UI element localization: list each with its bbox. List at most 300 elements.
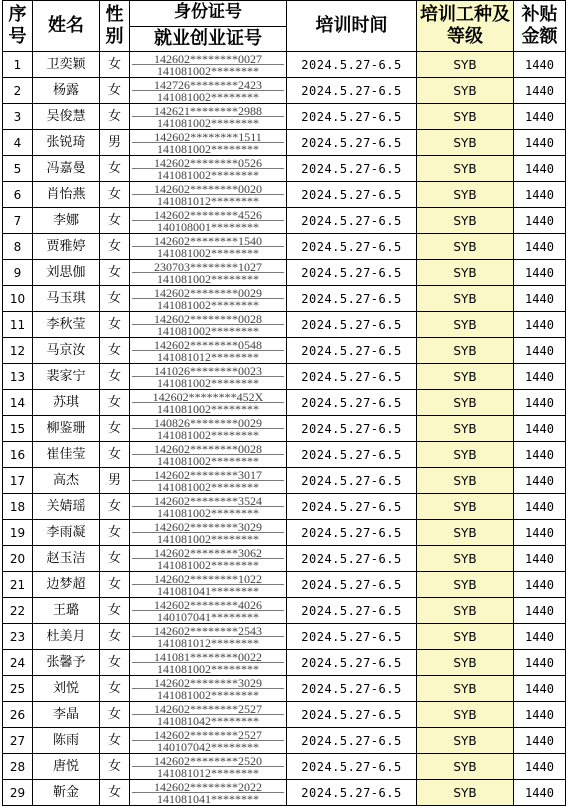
table-row <box>3 520 566 546</box>
cell-name[interactable] <box>33 182 100 208</box>
cell-name[interactable] <box>33 494 100 520</box>
cell-cert-number: 141081002******** <box>157 401 259 416</box>
cell-no-text: 4 <box>13 135 22 150</box>
cell-id-number: 142602********0548 <box>132 339 284 351</box>
cell-amount[interactable] <box>514 260 566 286</box>
cell-id-cert[interactable] <box>130 572 287 598</box>
cell-name-text: 张锐琦 <box>46 135 86 150</box>
cell-amount[interactable] <box>514 702 566 728</box>
cell-sex-text: 女 <box>107 83 121 98</box>
cell-training-time-text: 2024.5.27-6.5 <box>301 473 402 488</box>
header-training-type[interactable]: 培训工种及等级 <box>417 1 514 52</box>
cell-id-cert[interactable] <box>130 52 287 78</box>
cell-name[interactable] <box>33 390 100 416</box>
cell-name[interactable] <box>33 624 100 650</box>
cell-name[interactable] <box>33 780 100 806</box>
cell-sex-text: 男 <box>107 473 121 488</box>
cell-name[interactable] <box>33 312 100 338</box>
cell-name[interactable] <box>33 130 100 156</box>
cell-id-number: 141081********0022 <box>132 651 284 663</box>
cell-name[interactable] <box>33 156 100 182</box>
cell-id-cert[interactable] <box>130 390 287 416</box>
cell-training-type[interactable] <box>417 338 514 364</box>
cell-amount[interactable] <box>514 546 566 572</box>
cell-no-text: 3 <box>13 109 22 124</box>
cell-training-time[interactable] <box>287 130 417 156</box>
cell-sex[interactable] <box>100 572 130 598</box>
cell-sex[interactable] <box>100 624 130 650</box>
cell-name[interactable] <box>33 598 100 624</box>
cell-cert-number: 141081042******** <box>157 713 259 728</box>
table-row <box>3 780 566 806</box>
cell-id-cert[interactable] <box>130 520 287 546</box>
cell-id-cert[interactable] <box>130 702 287 728</box>
cell-id-number: 142602********1022 <box>132 573 284 585</box>
cell-sex-text: 女 <box>107 577 121 592</box>
cell-name-text: 刘思伽 <box>46 265 86 280</box>
cell-cert-number: 141081002******** <box>157 557 259 572</box>
cell-no[interactable] <box>3 468 33 494</box>
cell-training-time-text: 2024.5.27-6.5 <box>301 681 402 696</box>
table-row <box>3 78 566 104</box>
cell-id-cert[interactable] <box>130 312 287 338</box>
cell-training-time[interactable] <box>287 286 417 312</box>
cell-name[interactable] <box>33 546 100 572</box>
cell-training-time[interactable] <box>287 702 417 728</box>
cell-name[interactable] <box>33 468 100 494</box>
cell-training-time[interactable] <box>287 754 417 780</box>
cell-amount[interactable] <box>514 676 566 702</box>
cell-name-text: 靳金 <box>52 785 79 800</box>
cell-amount[interactable] <box>514 312 566 338</box>
table-row <box>3 364 566 390</box>
cell-sex-text: 女 <box>107 499 121 514</box>
cell-amount[interactable] <box>514 598 566 624</box>
cell-amount[interactable] <box>514 416 566 442</box>
cell-no[interactable] <box>3 312 33 338</box>
cell-training-type[interactable] <box>417 494 514 520</box>
cell-no-text: 13 <box>9 369 26 384</box>
cell-training-type-text: SYB <box>453 317 477 332</box>
cell-training-type[interactable] <box>417 312 514 338</box>
cell-training-time[interactable] <box>287 676 417 702</box>
cell-id-number: 142602********4026 <box>132 599 284 611</box>
cell-cert-number: 141081041******** <box>157 791 259 806</box>
table-row <box>3 650 566 676</box>
cell-name[interactable] <box>33 650 100 676</box>
cell-id-cert[interactable] <box>130 78 287 104</box>
cell-id-cert[interactable] <box>130 468 287 494</box>
cell-id-number: 142602********0020 <box>132 183 284 195</box>
cell-sex[interactable] <box>100 520 130 546</box>
cell-sex[interactable] <box>100 546 130 572</box>
cell-training-time[interactable] <box>287 728 417 754</box>
cell-sex[interactable] <box>100 130 130 156</box>
cell-sex-text: 男 <box>107 135 121 150</box>
cell-training-type[interactable] <box>417 676 514 702</box>
cell-id-cert[interactable] <box>130 546 287 572</box>
cell-sex[interactable] <box>100 728 130 754</box>
cell-id-cert[interactable] <box>130 754 287 780</box>
cell-training-type[interactable] <box>417 572 514 598</box>
cell-id-number: 142621********2988 <box>132 105 284 117</box>
cell-no[interactable] <box>3 208 33 234</box>
header-no[interactable]: 序号 <box>3 1 33 52</box>
cell-id-cert[interactable] <box>130 416 287 442</box>
cell-name[interactable] <box>33 260 100 286</box>
cell-no[interactable] <box>3 520 33 546</box>
cell-id-cert[interactable] <box>130 364 287 390</box>
cell-id-cert[interactable] <box>130 130 287 156</box>
header-amount[interactable]: 补贴金额 <box>514 1 566 52</box>
cell-no[interactable] <box>3 416 33 442</box>
cell-no-text: 2 <box>13 83 22 98</box>
cell-training-time[interactable] <box>287 598 417 624</box>
cell-sex-text: 女 <box>107 187 121 202</box>
cell-sex[interactable] <box>100 156 130 182</box>
cell-id-cert[interactable] <box>130 624 287 650</box>
cell-no[interactable] <box>3 260 33 286</box>
cell-name-text: 李娜 <box>52 213 79 228</box>
cell-name-text: 陈雨 <box>52 733 79 748</box>
cell-sex-text: 女 <box>107 525 121 540</box>
cell-amount[interactable] <box>514 130 566 156</box>
cell-sex[interactable] <box>100 676 130 702</box>
cell-training-time-text: 2024.5.27-6.5 <box>301 109 402 124</box>
cell-amount[interactable] <box>514 442 566 468</box>
cell-amount[interactable] <box>514 468 566 494</box>
cell-no[interactable] <box>3 390 33 416</box>
table-row <box>3 260 566 286</box>
cell-id-cert[interactable] <box>130 650 287 676</box>
cell-training-type[interactable] <box>417 286 514 312</box>
cell-name[interactable] <box>33 364 100 390</box>
cell-amount[interactable] <box>514 78 566 104</box>
cell-no[interactable] <box>3 286 33 312</box>
cell-no[interactable] <box>3 156 33 182</box>
cell-sex[interactable] <box>100 442 130 468</box>
cell-training-time-text: 2024.5.27-6.5 <box>301 395 402 410</box>
cell-cert-number: 141081002******** <box>157 115 259 130</box>
cell-training-time[interactable] <box>287 234 417 260</box>
table-row <box>3 338 566 364</box>
cell-training-type[interactable] <box>417 416 514 442</box>
cell-sex[interactable] <box>100 754 130 780</box>
cell-training-time[interactable] <box>287 312 417 338</box>
cell-training-type[interactable] <box>417 598 514 624</box>
cell-training-time[interactable] <box>287 546 417 572</box>
cell-name[interactable] <box>33 754 100 780</box>
cell-training-type[interactable] <box>417 728 514 754</box>
header-cert-label: 就业创业证号 <box>154 27 262 49</box>
cell-sex-text: 女 <box>107 421 121 436</box>
table-row <box>3 572 566 598</box>
cell-no[interactable] <box>3 494 33 520</box>
cell-training-type-text: SYB <box>453 343 477 358</box>
cell-id-cert[interactable] <box>130 338 287 364</box>
cell-sex-text: 女 <box>107 551 121 566</box>
cell-sex[interactable] <box>100 780 130 806</box>
cell-no[interactable] <box>3 338 33 364</box>
cell-no-text: 16 <box>9 447 26 462</box>
table-row <box>3 416 566 442</box>
cell-sex[interactable] <box>100 702 130 728</box>
cell-training-time-text: 2024.5.27-6.5 <box>301 525 402 540</box>
cell-training-type[interactable] <box>417 442 514 468</box>
cell-training-type[interactable] <box>417 52 514 78</box>
cell-training-time[interactable] <box>287 390 417 416</box>
cell-training-type[interactable] <box>417 208 514 234</box>
cell-sex[interactable] <box>100 338 130 364</box>
cell-no[interactable] <box>3 364 33 390</box>
cell-sex-text: 女 <box>107 265 121 280</box>
cell-sex[interactable] <box>100 494 130 520</box>
cell-no[interactable] <box>3 572 33 598</box>
cell-training-time-text: 2024.5.27-6.5 <box>301 733 402 748</box>
cell-amount[interactable] <box>514 156 566 182</box>
cell-training-time-text: 2024.5.27-6.5 <box>301 265 402 280</box>
cell-training-type[interactable] <box>417 234 514 260</box>
cell-training-time[interactable] <box>287 572 417 598</box>
cell-training-type[interactable] <box>417 156 514 182</box>
cell-training-type[interactable] <box>417 702 514 728</box>
cell-sex[interactable] <box>100 312 130 338</box>
cell-id-cert[interactable] <box>130 156 287 182</box>
cell-training-time[interactable] <box>287 364 417 390</box>
cell-name[interactable] <box>33 104 100 130</box>
header-sex[interactable]: 性别 <box>100 1 130 52</box>
header-name[interactable]: 姓名 <box>33 1 100 52</box>
cell-id-number: 140826********0029 <box>132 417 284 429</box>
cell-name-text: 吴俊慧 <box>46 109 86 124</box>
cell-amount-text: 1440 <box>525 213 554 228</box>
cell-sex[interactable] <box>100 468 130 494</box>
cell-id-number: 142602********0526 <box>132 157 284 169</box>
cell-name[interactable] <box>33 728 100 754</box>
cell-training-time-text: 2024.5.27-6.5 <box>301 447 402 462</box>
cell-amount[interactable] <box>514 182 566 208</box>
cell-name-text: 李秋莹 <box>46 317 86 332</box>
cell-amount-text: 1440 <box>525 707 554 722</box>
cell-amount[interactable] <box>514 234 566 260</box>
cell-sex[interactable] <box>100 104 130 130</box>
cell-amount[interactable] <box>514 364 566 390</box>
cell-sex[interactable] <box>100 598 130 624</box>
cell-no[interactable] <box>3 52 33 78</box>
cell-name[interactable] <box>33 572 100 598</box>
cell-name[interactable] <box>33 208 100 234</box>
header-id-cell[interactable] <box>130 1 287 52</box>
cell-training-type[interactable] <box>417 260 514 286</box>
cell-no[interactable] <box>3 598 33 624</box>
cell-sex[interactable] <box>100 364 130 390</box>
cell-amount-text: 1440 <box>525 577 554 592</box>
cell-training-time[interactable] <box>287 208 417 234</box>
cell-sex[interactable] <box>100 390 130 416</box>
cell-training-type[interactable] <box>417 390 514 416</box>
cell-training-type-text: SYB <box>453 239 477 254</box>
cell-training-time-text: 2024.5.27-6.5 <box>301 655 402 670</box>
cell-name[interactable] <box>33 78 100 104</box>
cell-training-type[interactable] <box>417 182 514 208</box>
cell-training-time-text: 2024.5.27-6.5 <box>301 551 402 566</box>
cell-training-type[interactable] <box>417 624 514 650</box>
cell-name-text: 柳鉴珊 <box>46 421 86 436</box>
cell-id-cert[interactable] <box>130 494 287 520</box>
cell-training-type[interactable] <box>417 520 514 546</box>
cell-id-cert[interactable] <box>130 234 287 260</box>
cell-training-time[interactable] <box>287 338 417 364</box>
cell-amount-text: 1440 <box>525 317 554 332</box>
cell-no[interactable] <box>3 676 33 702</box>
cell-id-cert[interactable] <box>130 598 287 624</box>
cell-sex[interactable] <box>100 650 130 676</box>
cell-training-time[interactable] <box>287 260 417 286</box>
cell-id-cert[interactable] <box>130 676 287 702</box>
cell-amount-text: 1440 <box>525 57 554 72</box>
cell-sex[interactable] <box>100 260 130 286</box>
cell-amount[interactable] <box>514 572 566 598</box>
table-row <box>3 182 566 208</box>
cell-amount[interactable] <box>514 624 566 650</box>
cell-name[interactable] <box>33 234 100 260</box>
cell-id-cert[interactable] <box>130 728 287 754</box>
cell-no[interactable] <box>3 182 33 208</box>
cell-no[interactable] <box>3 624 33 650</box>
cell-amount-text: 1440 <box>525 265 554 280</box>
cell-sex[interactable] <box>100 208 130 234</box>
cell-cert-number: 141081002******** <box>157 687 259 702</box>
cell-training-type[interactable] <box>417 546 514 572</box>
cell-sex-text: 女 <box>107 785 121 800</box>
cell-training-type[interactable] <box>417 364 514 390</box>
cell-no[interactable] <box>3 104 33 130</box>
cell-name[interactable] <box>33 52 100 78</box>
cell-no[interactable] <box>3 702 33 728</box>
cell-no[interactable] <box>3 78 33 104</box>
cell-training-time[interactable] <box>287 468 417 494</box>
cell-sex[interactable] <box>100 286 130 312</box>
cell-amount-text: 1440 <box>525 603 554 618</box>
cell-no-text: 29 <box>9 785 26 800</box>
cell-training-time[interactable] <box>287 78 417 104</box>
cell-sex-text: 女 <box>107 655 121 670</box>
cell-sex[interactable] <box>100 416 130 442</box>
cell-name[interactable] <box>33 442 100 468</box>
table-row <box>3 494 566 520</box>
cell-training-time[interactable] <box>287 416 417 442</box>
cell-amount[interactable] <box>514 338 566 364</box>
cell-id-number: 142602********0028 <box>132 443 284 455</box>
cell-amount[interactable] <box>514 104 566 130</box>
cell-training-time[interactable] <box>287 442 417 468</box>
cell-amount[interactable] <box>514 494 566 520</box>
cell-training-type-text: SYB <box>453 759 477 774</box>
cell-amount[interactable] <box>514 208 566 234</box>
cell-sex[interactable] <box>100 52 130 78</box>
cell-training-time[interactable] <box>287 494 417 520</box>
cell-id-cert[interactable] <box>130 780 287 806</box>
cell-training-time[interactable] <box>287 156 417 182</box>
cell-id-number: 142602********3029 <box>132 521 284 533</box>
cell-cert-number: 141081041******** <box>157 583 259 598</box>
cell-training-time[interactable] <box>287 104 417 130</box>
cell-training-time[interactable] <box>287 52 417 78</box>
cell-no[interactable] <box>3 754 33 780</box>
cell-training-type[interactable] <box>417 780 514 806</box>
cell-training-type[interactable] <box>417 468 514 494</box>
cell-id-number: 142602********2527 <box>132 703 284 715</box>
cell-training-type[interactable] <box>417 130 514 156</box>
cell-sex[interactable] <box>100 234 130 260</box>
table-row <box>3 104 566 130</box>
cell-no[interactable] <box>3 234 33 260</box>
cell-amount[interactable] <box>514 52 566 78</box>
cell-sex[interactable] <box>100 182 130 208</box>
cell-training-time[interactable] <box>287 520 417 546</box>
cell-no[interactable] <box>3 130 33 156</box>
cell-training-time[interactable] <box>287 182 417 208</box>
cell-name[interactable] <box>33 520 100 546</box>
cell-id-cert[interactable] <box>130 442 287 468</box>
cell-amount[interactable] <box>514 754 566 780</box>
cell-training-time[interactable] <box>287 624 417 650</box>
cell-amount[interactable] <box>514 650 566 676</box>
cell-training-type[interactable] <box>417 650 514 676</box>
cell-amount[interactable] <box>514 780 566 806</box>
cell-training-type[interactable] <box>417 78 514 104</box>
cell-no-text: 15 <box>9 421 26 436</box>
cell-no-text: 27 <box>9 733 26 748</box>
cell-no[interactable] <box>3 728 33 754</box>
cell-id-number: 142602********0029 <box>132 287 284 299</box>
cell-name[interactable] <box>33 338 100 364</box>
cell-id-cert[interactable] <box>130 260 287 286</box>
header-training-time[interactable]: 培训时间 <box>287 1 417 52</box>
cell-no[interactable] <box>3 546 33 572</box>
table-row <box>3 468 566 494</box>
cell-training-type[interactable] <box>417 104 514 130</box>
cell-training-time[interactable] <box>287 780 417 806</box>
cell-amount[interactable] <box>514 728 566 754</box>
cell-id-cert[interactable] <box>130 286 287 312</box>
cell-amount[interactable] <box>514 286 566 312</box>
cell-id-cert[interactable] <box>130 104 287 130</box>
cell-sex-text: 女 <box>107 629 121 644</box>
cell-name[interactable] <box>33 702 100 728</box>
cell-amount-text: 1440 <box>525 551 554 566</box>
cell-id-cert[interactable] <box>130 182 287 208</box>
cell-training-type[interactable] <box>417 754 514 780</box>
cell-no[interactable] <box>3 650 33 676</box>
cell-training-time[interactable] <box>287 650 417 676</box>
cell-amount[interactable] <box>514 390 566 416</box>
cell-name[interactable] <box>33 676 100 702</box>
cell-training-time-text: 2024.5.27-6.5 <box>301 317 402 332</box>
cell-sex[interactable] <box>100 78 130 104</box>
cell-id-cert[interactable] <box>130 208 287 234</box>
cell-no[interactable] <box>3 442 33 468</box>
cell-amount[interactable] <box>514 520 566 546</box>
table-row <box>3 728 566 754</box>
cell-name[interactable] <box>33 286 100 312</box>
cell-no-text: 14 <box>9 395 26 410</box>
cell-training-type-text: SYB <box>453 109 477 124</box>
cell-no[interactable] <box>3 780 33 806</box>
cell-name[interactable] <box>33 416 100 442</box>
cell-name-text: 刘悦 <box>52 681 79 696</box>
cell-name-text: 肖怡燕 <box>46 187 86 202</box>
